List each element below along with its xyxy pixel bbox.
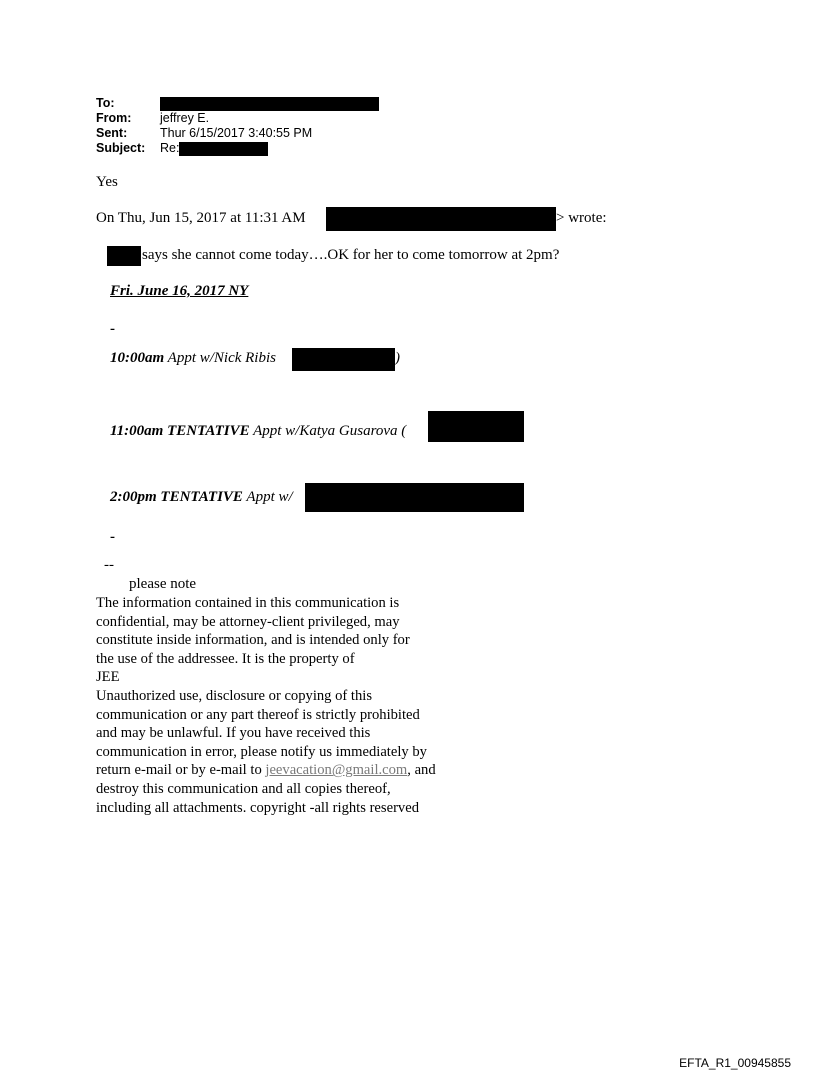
quote-intro: On Thu, Jun 15, 2017 at 11:31 AM xyxy=(96,210,306,226)
disclaimer-text: , and xyxy=(407,762,436,779)
disclaimer-line: communication or any part thereof is strictly prohibited xyxy=(96,706,420,723)
disclaimer-line: confidential, may be attorney-client privileged, may xyxy=(96,613,400,630)
appointment-1 xyxy=(110,350,276,367)
redaction-subject xyxy=(179,142,268,156)
sent-value: Thur 6/15/2017 3:40:55 PM xyxy=(160,126,313,140)
appointment-3 xyxy=(110,489,293,506)
from-label: From: xyxy=(96,111,132,125)
appointment-time: 11:00am TENTATIVE xyxy=(110,423,250,439)
from-value: jeffrey E. xyxy=(160,111,210,125)
schedule-date: Fri. June 16, 2017 NY xyxy=(110,283,249,299)
email-link[interactable]: jeevacation@gmail.com xyxy=(265,762,408,779)
to-label: To: xyxy=(96,96,115,110)
please-note: please note xyxy=(129,576,197,592)
disclaimer-text: return e-mail or by e-mail to xyxy=(96,762,266,779)
disclaimer-line: constitute inside information, and is intended only for xyxy=(96,632,410,649)
redaction-appt-1 xyxy=(292,348,395,371)
redaction-appt-3 xyxy=(305,483,524,512)
disclaimer-line: Unauthorized use, disclosure or copying of this xyxy=(96,687,373,704)
disclaimer-line: the use of the addressee. It is the property of xyxy=(96,650,355,667)
disclaimer-line: The information contained in this communication is xyxy=(96,595,400,611)
appointment-time: 10:00am xyxy=(110,350,165,366)
disclaimer-line: JEE xyxy=(96,669,120,686)
redaction-appt-2 xyxy=(428,411,524,442)
bullet-dash-2: - xyxy=(110,529,115,545)
redaction-to xyxy=(160,97,379,111)
disclaimer-line: communication in error, please notify us immediately by xyxy=(96,743,427,760)
subject-value: Re: xyxy=(160,141,180,155)
disclaimer-line: including all attachments. copyright -all rights reserved xyxy=(96,799,419,816)
disclaimer-line: and may be unlawful. If you have received this xyxy=(96,725,371,742)
sent-label: Sent: xyxy=(96,126,128,140)
disclaimer-line xyxy=(96,761,436,780)
appointment-time: 2:00pm TENTATIVE xyxy=(110,489,243,505)
appointment-2 xyxy=(110,423,406,440)
redaction-sender xyxy=(326,207,556,231)
appointment-text: Appt w/Katya Gusarova ( xyxy=(253,423,407,439)
subject-label: Subject: xyxy=(96,141,146,155)
signature-separator: -- xyxy=(104,557,114,573)
disclaimer xyxy=(96,594,436,817)
appointment-text: Appt w/ xyxy=(246,489,293,505)
disclaimer-line: destroy this communication and all copies thereof, xyxy=(96,780,391,797)
quoted-message: says she cannot come today….OK for her to come tomorrow at 2pm? xyxy=(142,247,560,263)
redaction-name xyxy=(107,246,141,266)
document-id: EFTA_R1_00945855 xyxy=(679,1056,791,1070)
bullet-dash-1: - xyxy=(110,321,115,337)
appointment-1-trail: ) xyxy=(395,350,400,366)
quote-intro-end: > wrote: xyxy=(556,210,607,226)
appointment-text: Appt w/Nick Ribis xyxy=(167,350,276,366)
reply-text: Yes xyxy=(96,174,118,190)
